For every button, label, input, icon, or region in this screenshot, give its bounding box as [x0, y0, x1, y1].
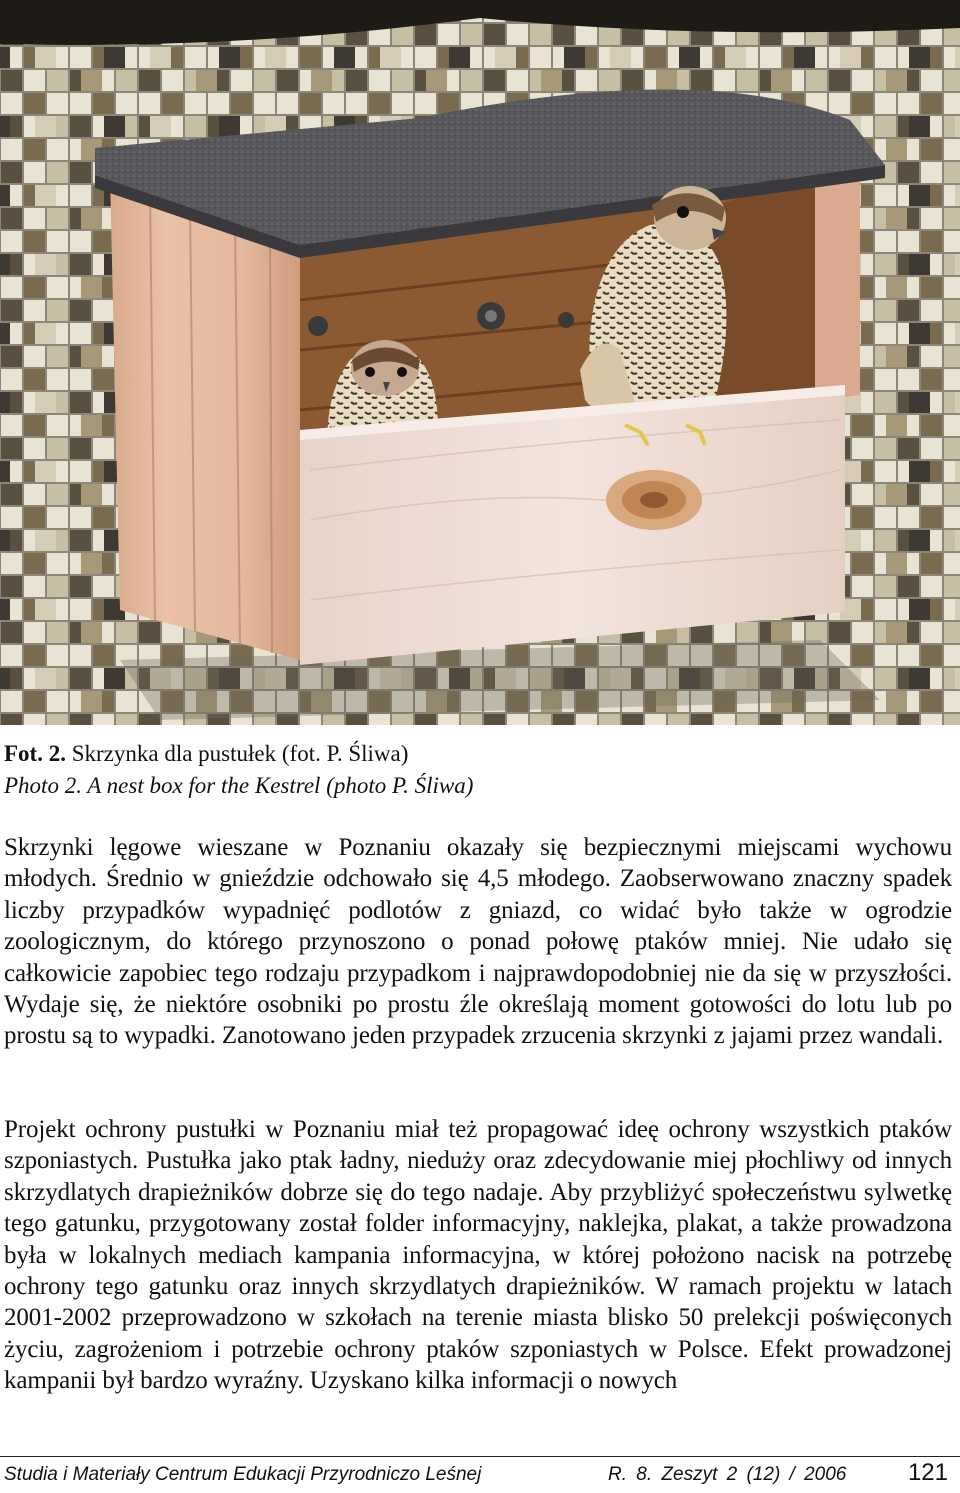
figure-label: Fot. 2. — [4, 741, 66, 766]
kestrel-nest-box-photo — [0, 0, 960, 725]
figure-caption-text: Skrzynka dla pustułek (fot. P. Śliwa) — [65, 741, 409, 766]
issue-info: R. 8. Zeszyt 2 (12) / 2006 — [608, 1464, 847, 1485]
footer-rule — [0, 1456, 960, 1457]
figure-caption-en: Photo 2. A nest box for the Kestrel (photo P. Śliwa) — [4, 773, 474, 798]
body-paragraph-1: Skrzynki lęgowe wieszane w Poznaniu okazały się bezpiecznymi miejscami wychowu młodych. Średnio w gnieździe odchowało się 4,5 młodego. Zaobserwowano znaczny spadek liczby przypadków wypadnięć podlotów z gniazd, co widać było także w ogrodzie zoologicznym, do którego przynoszono o ponad połowę ptaków mniej. Nie udało się całkowicie zapobiec tego rodzaju przypadkom i najprawdopodobniej nie da się w przyszłości. Wydaje się, że niektóre osobniki po prostu źle określają moment gotowości do lotu lub po prostu są to wypadki. Zanotowano jeden przypadek zrzucenia skrzynki z jajami przez wandali. — [4, 834, 952, 1050]
page-number: 121 — [907, 1459, 948, 1486]
body-paragraph-2: Projekt ochrony pustułki w Poznaniu miał też propagować ideę ochrony wszystkich ptaków szponiastych. Pustułka jako ptak ładny, nieduży oraz zdecydowanie miej płochliwy od innych skrzydlatych drapieżników dobrze się do tego nadaje. Aby przybliżyć społeczeństwu sylwetkę tego gatunku, przygotowany został folder informacyjny, naklejka, plakat, a także prowadzona była w lokalnych mediach kampania informacyjna, w której położono nacisk na potrzebę ochrony tego gatunku oraz innych skrzydlatych drapieżników. W ramach projektu w latach 2001-2002 przeprowadzono w szkołach na terenie miasta blisko 50 prelekcji poświęconych życiu, zagrożeniom i potrzebie ochrony ptaków szponiastych w Polsce. Efekt prowadzonej kampanii był bardzo wyraźny. Uzyskano kilka informacji o nowych — [4, 1116, 952, 1395]
figure-caption-pl — [4, 738, 954, 770]
page-footer — [4, 1459, 954, 1491]
journal-title: Studia i Materiały Centrum Edukacji Przyrodniczo Leśnej — [4, 1464, 482, 1485]
